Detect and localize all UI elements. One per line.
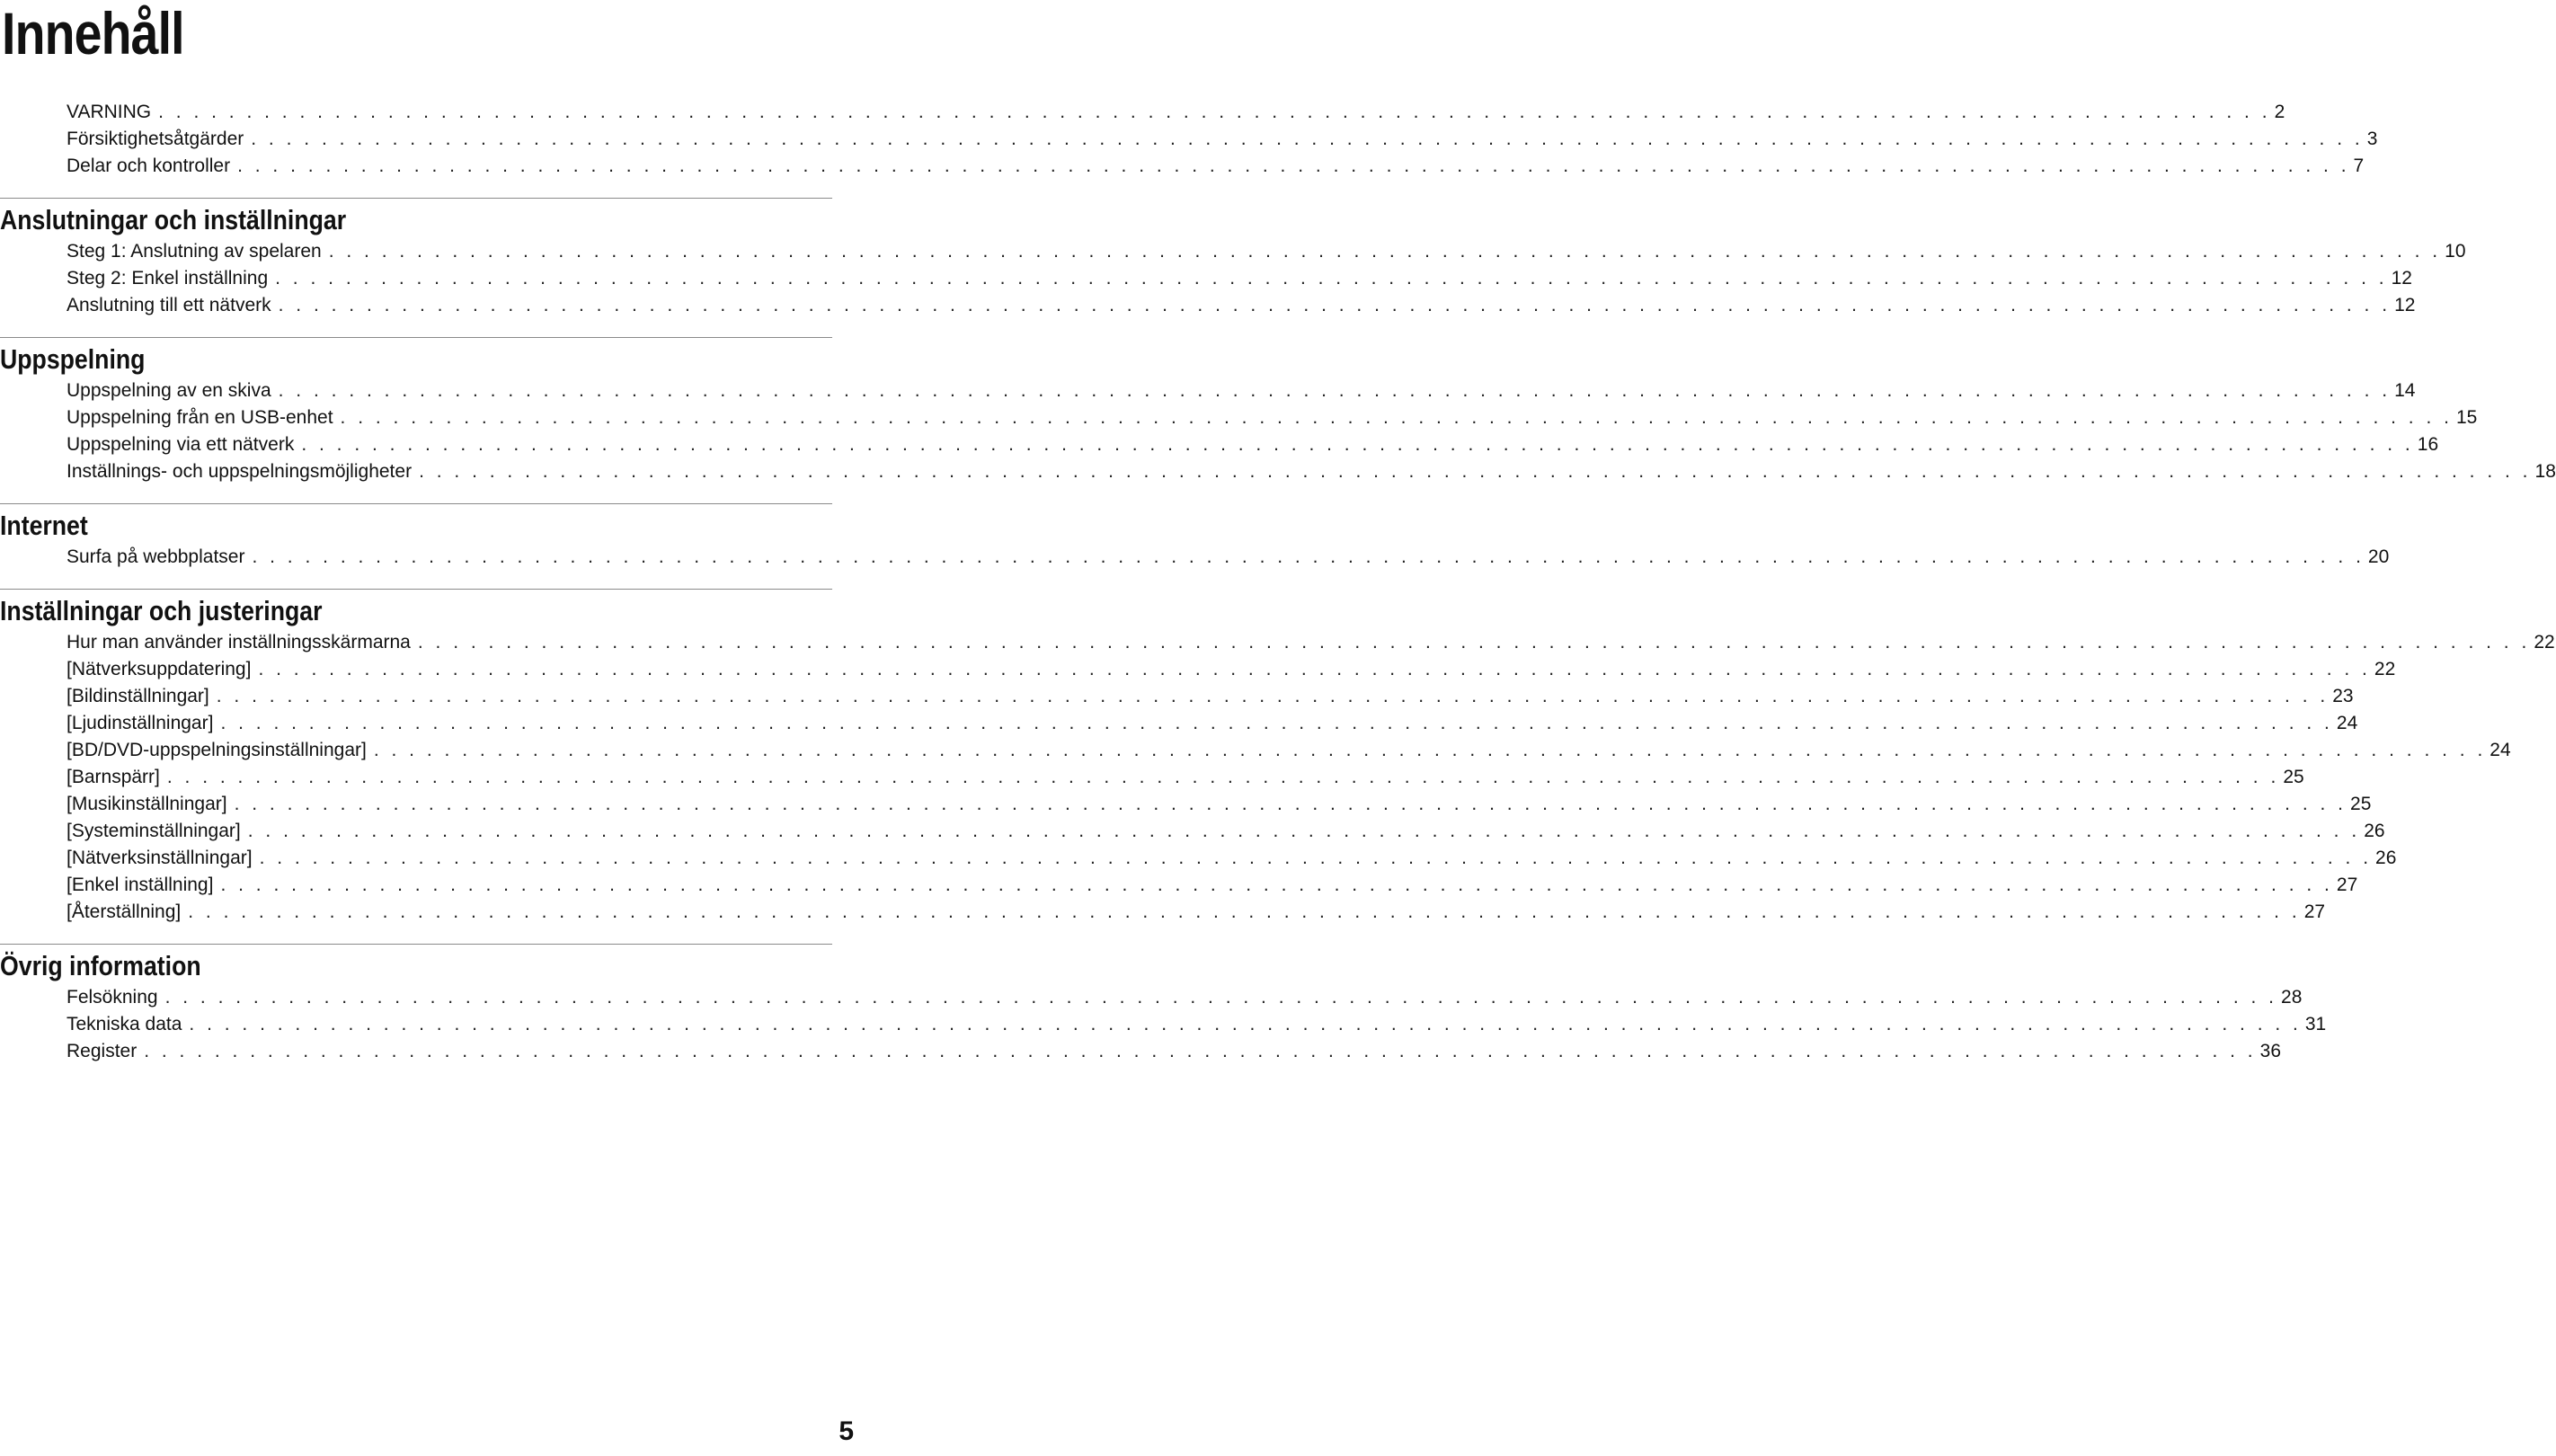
dot-leader: . . . . . . . . . . . . . . . . . . . . . . . . . . . . . . . . . . . . . . . . . . . . . . . . . . . . . . . . . . . . . . . . . . . . . . . . . . . . . . . . . . . . . . . . . . . . . . . . . . . . . . . . . . . . . . . . . . . . . . . .	[278, 380, 2392, 401]
toc-section	[0, 944, 2327, 1065]
toc-entry-title: Register	[67, 1041, 138, 1061]
toc-entry[interactable]	[0, 1038, 2282, 1065]
dot-leader: . . . . . . . . . . . . . . . . . . . . . . . . . . . . . . . . . . . . . . . . . . . . . . . . . . . . . . . . . . . . . . . . . . . . . . . . . . . . . . . . . . . . . . . . . . . . . . . . . . . . . . . . . . . . . . . . . . . . . . . .	[251, 129, 2364, 149]
toc-entry[interactable]	[0, 377, 2416, 404]
toc-entry-page: 28	[2281, 987, 2303, 1008]
toc-entry-page: 24	[2489, 740, 2511, 760]
section-heading: Uppspelning	[0, 343, 146, 375]
dot-leader: . . . . . . . . . . . . . . . . . . . . . . . . . . . . . . . . . . . . . . . . . . . . . . . . . . . . . . . . . . . . . . . . . . . . . . . . . . . . . . . . . . . . . . . . . . . . . . . . . . . . . . . . . . . . . . . . . . . . . . . .	[158, 102, 2271, 122]
dot-leader: . . . . . . . . . . . . . . . . . . . . . . . . . . . . . . . . . . . . . . . . . . . . . . . . . . . . . . . . . . . . . . . . . . . . . . . . . . . . . . . . . . . . . . . . . . . . . . . . . . . . . . . . . . . . . . . . . . . . . . . .	[166, 767, 2280, 787]
page-number: 5	[839, 1416, 854, 1446]
toc-entry-page: 22	[2374, 659, 2396, 679]
toc-entry-title: Uppspelning från en USB-enhet	[67, 407, 333, 428]
dot-leader: . . . . . . . . . . . . . . . . . . . . . . . . . . . . . . . . . . . . . . . . . . . . . . . . . . . . . . . . . . . . . . . . . . . . . . . . . . . . . . . . . . . . . . . . . . . . . . . . . . . . . . . . . . . . . . . . . . . . . . . .	[189, 1014, 2302, 1034]
dot-leader: . . . . . . . . . . . . . . . . . . . . . . . . . . . . . . . . . . . . . . . . . . . . . . . . . . . . . . . . . . . . . . . . . . . . . . . . . . . . . . . . . . . . . . . . . . . . . . . . . . . . . . . . . . . . . . . . . . . . . . . .	[419, 461, 2532, 482]
table-of-contents	[0, 99, 2556, 1065]
toc-entry-page: 16	[2417, 434, 2439, 455]
dot-leader: . . . . . . . . . . . . . . . . . . . . . . . . . . . . . . . . . . . . . . . . . . . . . . . . . . . . . . . . . . . . . . . . . . . . . . . . . . . . . . . . . . . . . . . . . . . . . . . . . . . . . . . . . . . . . . . . . . . . . . . .	[216, 686, 2330, 706]
toc-entry-title: Surfa på webbplatser	[67, 546, 245, 567]
toc-section	[0, 503, 2390, 571]
dot-leader: . . . . . . . . . . . . . . . . . . . . . . . . . . . . . . . . . . . . . . . . . . . . . . . . . . . . . . . . . . . . . . . . . . . . . . . . . . . . . . . . . . . . . . . . . . . . . . . . . . . . . . . . . . . . . . . . . . . . . . . .	[144, 1041, 2257, 1061]
toc-entry[interactable]	[0, 845, 2397, 872]
toc-section	[0, 589, 2555, 926]
toc-entry[interactable]	[0, 458, 2556, 485]
toc-entry-page: 31	[2304, 1014, 2327, 1034]
toc-entry-page: 24	[2336, 713, 2358, 733]
dot-leader: . . . . . . . . . . . . . . . . . . . . . . . . . . . . . . . . . . . . . . . . . . . . . . . . . . . . . . . . . . . . . . . . . . . . . . . . . . . . . . . . . . . . . . . . . . . . . . . . . . . . . . . . . . . . . . . . . . . . . . . .	[301, 434, 2414, 455]
dot-leader: . . . . . . . . . . . . . . . . . . . . . . . . . . . . . . . . . . . . . . . . . . . . . . . . . . . . . . . . . . . . . . . . . . . . . . . . . . . . . . . . . . . . . . . . . . . . . . . . . . . . . . . . . . . . . . . . . . . . . . . .	[328, 241, 2442, 262]
toc-entry-page: 36	[2259, 1041, 2282, 1061]
dot-leader: . . . . . . . . . . . . . . . . . . . . . . . . . . . . . . . . . . . . . . . . . . . . . . . . . . . . . . . . . . . . . . . . . . . . . . . . . . . . . . . . . . . . . . . . . . . . . . . . . . . . . . . . . . . . . . . . . . . . . . . .	[164, 987, 2278, 1008]
toc-entry-page: 23	[2332, 686, 2354, 706]
toc-entry-title: [Nätverksuppdatering]	[67, 659, 252, 679]
dot-leader: . . . . . . . . . . . . . . . . . . . . . . . . . . . . . . . . . . . . . . . . . . . . . . . . . . . . . . . . . . . . . . . . . . . . . . . . . . . . . . . . . . . . . . . . . . . . . . . . . . . . . . . . . . . . . . . . . . . . . . . .	[220, 713, 2333, 733]
toc-section	[0, 198, 2466, 319]
toc-entry-page: 27	[2303, 901, 2326, 922]
toc-entry-page: 2	[2274, 102, 2285, 122]
toc-entry-title: [Ljudinställningar]	[67, 713, 214, 733]
toc-entry-title: [Bildinställningar]	[67, 686, 209, 706]
dot-leader: . . . . . . . . . . . . . . . . . . . . . . . . . . . . . . . . . . . . . . . . . . . . . . . . . . . . . . . . . . . . . . . . . . . . . . . . . . . . . . . . . . . . . . . . . . . . . . . . . . . . . . . . . . . . . . . . . . . . . . . .	[220, 874, 2333, 895]
toc-entry[interactable]	[0, 238, 2466, 265]
toc-entry[interactable]	[0, 292, 2416, 319]
toc-entry[interactable]	[0, 153, 2365, 180]
toc-entry[interactable]	[0, 872, 2358, 899]
toc-entry-title: [BD/DVD-uppspelningsinställningar]	[67, 740, 367, 760]
toc-entry[interactable]	[0, 984, 2303, 1011]
toc-entry[interactable]	[0, 818, 2385, 845]
toc-entry-title: Steg 2: Enkel inställning	[67, 268, 269, 289]
toc-entry-title: [Enkel inställning]	[67, 874, 214, 895]
toc-entry[interactable]	[0, 431, 2439, 458]
toc-entry-page: 12	[2394, 295, 2416, 315]
toc-entry-title: Inställnings- och uppspelningsmöjligheter	[67, 461, 413, 482]
dot-leader: . . . . . . . . . . . . . . . . . . . . . . . . . . . . . . . . . . . . . . . . . . . . . . . . . . . . . . . . . . . . . . . . . . . . . . . . . . . . . . . . . . . . . . . . . . . . . . . . . . . . . . . . . . . . . . . . . . . . . . . .	[188, 901, 2301, 922]
toc-entry-title: Felsökning	[67, 987, 158, 1008]
toc-entry[interactable]	[0, 899, 2326, 926]
dot-leader: . . . . . . . . . . . . . . . . . . . . . . . . . . . . . . . . . . . . . . . . . . . . . . . . . . . . . . . . . . . . . . . . . . . . . . . . . . . . . . . . . . . . . . . . . . . . . . . . . . . . . . . . . . . . . . . . . . . . . . . .	[259, 848, 2373, 868]
dot-leader: . . . . . . . . . . . . . . . . . . . . . . . . . . . . . . . . . . . . . . . . . . . . . . . . . . . . . . . . . . . . . . . . . . . . . . . . . . . . . . . . . . . . . . . . . . . . . . . . . . . . . . . . . . . . . . . . . . . . . . . .	[275, 268, 2388, 289]
toc-entry-title: [Barnspärr]	[67, 767, 160, 787]
section-heading: Anslutningar och inställningar	[0, 204, 347, 235]
section-heading: Internet	[0, 510, 88, 541]
section-heading: Inställningar och justeringar	[0, 595, 323, 626]
toc-entry[interactable]	[0, 265, 2412, 292]
toc-entry-page: 14	[2394, 380, 2416, 401]
dot-leader: . . . . . . . . . . . . . . . . . . . . . . . . . . . . . . . . . . . . . . . . . . . . . . . . . . . . . . . . . . . . . . . . . . . . . . . . . . . . . . . . . . . . . . . . . . . . . . . . . . . . . . . . . . . . . . . . . . . . . . . .	[252, 546, 2365, 567]
toc-entry[interactable]	[0, 1011, 2327, 1038]
toc-entry[interactable]	[0, 656, 2396, 683]
dot-leader: . . . . . . . . . . . . . . . . . . . . . . . . . . . . . . . . . . . . . . . . . . . . . . . . . . . . . . . . . . . . . . . . . . . . . . . . . . . . . . . . . . . . . . . . . . . . . . . . . . . . . . . . . . . . . . . . . . . . . . . .	[373, 740, 2487, 760]
dot-leader: . . . . . . . . . . . . . . . . . . . . . . . . . . . . . . . . . . . . . . . . . . . . . . . . . . . . . . . . . . . . . . . . . . . . . . . . . . . . . . . . . . . . . . . . . . . . . . . . . . . . . . . . . . . . . . . . . . . . . . . .	[417, 632, 2531, 653]
toc-entry-title: Försiktighetsåtgärder	[67, 129, 244, 149]
toc-entry-title: Steg 1: Anslutning av spelaren	[67, 241, 322, 262]
toc-entry-title: Delar och kontroller	[67, 155, 231, 176]
toc-entry[interactable]	[0, 791, 2372, 818]
dot-leader: . . . . . . . . . . . . . . . . . . . . . . . . . . . . . . . . . . . . . . . . . . . . . . . . . . . . . . . . . . . . . . . . . . . . . . . . . . . . . . . . . . . . . . . . . . . . . . . . . . . . . . . . . . . . . . . . . . . . . . . .	[247, 821, 2361, 841]
toc-entry-title: VARNING	[67, 102, 152, 122]
page-title: Innehåll	[2, 0, 184, 67]
toc-entry[interactable]	[0, 544, 2390, 571]
toc-entry-page: 25	[2350, 794, 2372, 814]
section-heading: Övrig information	[0, 950, 201, 981]
toc-entry[interactable]	[0, 764, 2304, 791]
toc-entry-title: Hur man använder inställningsskärmarna	[67, 632, 411, 653]
dot-leader: . . . . . . . . . . . . . . . . . . . . . . . . . . . . . . . . . . . . . . . . . . . . . . . . . . . . . . . . . . . . . . . . . . . . . . . . . . . . . . . . . . . . . . . . . . . . . . . . . . . . . . . . . . . . . . . . . . . . . . . .	[258, 659, 2371, 679]
toc-entry-page: 7	[2353, 155, 2365, 176]
toc-entry[interactable]	[0, 126, 2378, 153]
toc-entry[interactable]	[0, 629, 2555, 656]
toc-entry-page: 26	[2375, 848, 2397, 868]
toc-entry-title: Uppspelning av en skiva	[67, 380, 271, 401]
toc-entry-page: 22	[2534, 632, 2555, 653]
toc-entry-title: [Nätverksinställningar]	[67, 848, 253, 868]
toc-entry-page: 10	[2445, 241, 2466, 262]
dot-leader: . . . . . . . . . . . . . . . . . . . . . . . . . . . . . . . . . . . . . . . . . . . . . . . . . . . . . . . . . . . . . . . . . . . . . . . . . . . . . . . . . . . . . . . . . . . . . . . . . . . . . . . . . . . . . . . . . . . . . . . .	[237, 155, 2350, 176]
toc-entry[interactable]	[0, 737, 2511, 764]
toc-entry[interactable]	[0, 683, 2354, 710]
toc-entry-title: [Systeminställningar]	[67, 821, 241, 841]
toc-entry-title: [Återställning]	[67, 901, 182, 922]
toc-entry-page: 26	[2364, 821, 2385, 841]
toc-section	[0, 337, 2556, 485]
dot-leader: . . . . . . . . . . . . . . . . . . . . . . . . . . . . . . . . . . . . . . . . . . . . . . . . . . . . . . . . . . . . . . . . . . . . . . . . . . . . . . . . . . . . . . . . . . . . . . . . . . . . . . . . . . . . . . . . . . . . . . . .	[278, 295, 2392, 315]
toc-entry-title: Tekniska data	[67, 1014, 182, 1034]
toc-entry-page: 18	[2534, 461, 2556, 482]
toc-section	[0, 99, 2378, 180]
toc-entry[interactable]	[0, 99, 2285, 126]
dot-leader: . . . . . . . . . . . . . . . . . . . . . . . . . . . . . . . . . . . . . . . . . . . . . . . . . . . . . . . . . . . . . . . . . . . . . . . . . . . . . . . . . . . . . . . . . . . . . . . . . . . . . . . . . . . . . . . . . . . . . . . .	[234, 794, 2347, 814]
toc-entry-page: 15	[2455, 407, 2478, 428]
toc-entry-page: 3	[2366, 129, 2378, 149]
toc-entry-title: [Musikinställningar]	[67, 794, 227, 814]
toc-entry-page: 25	[2283, 767, 2304, 787]
toc-entry-page: 12	[2391, 268, 2412, 289]
dot-leader: . . . . . . . . . . . . . . . . . . . . . . . . . . . . . . . . . . . . . . . . . . . . . . . . . . . . . . . . . . . . . . . . . . . . . . . . . . . . . . . . . . . . . . . . . . . . . . . . . . . . . . . . . . . . . . . . . . . . . . . .	[340, 407, 2453, 428]
toc-entry-page: 20	[2367, 546, 2390, 567]
toc-entry-title: Anslutning till ett nätverk	[67, 295, 271, 315]
toc-entry[interactable]	[0, 710, 2358, 737]
toc-entry-title: Uppspelning via ett nätverk	[67, 434, 295, 455]
toc-entry-page: 27	[2336, 874, 2358, 895]
toc-entry[interactable]	[0, 404, 2478, 431]
